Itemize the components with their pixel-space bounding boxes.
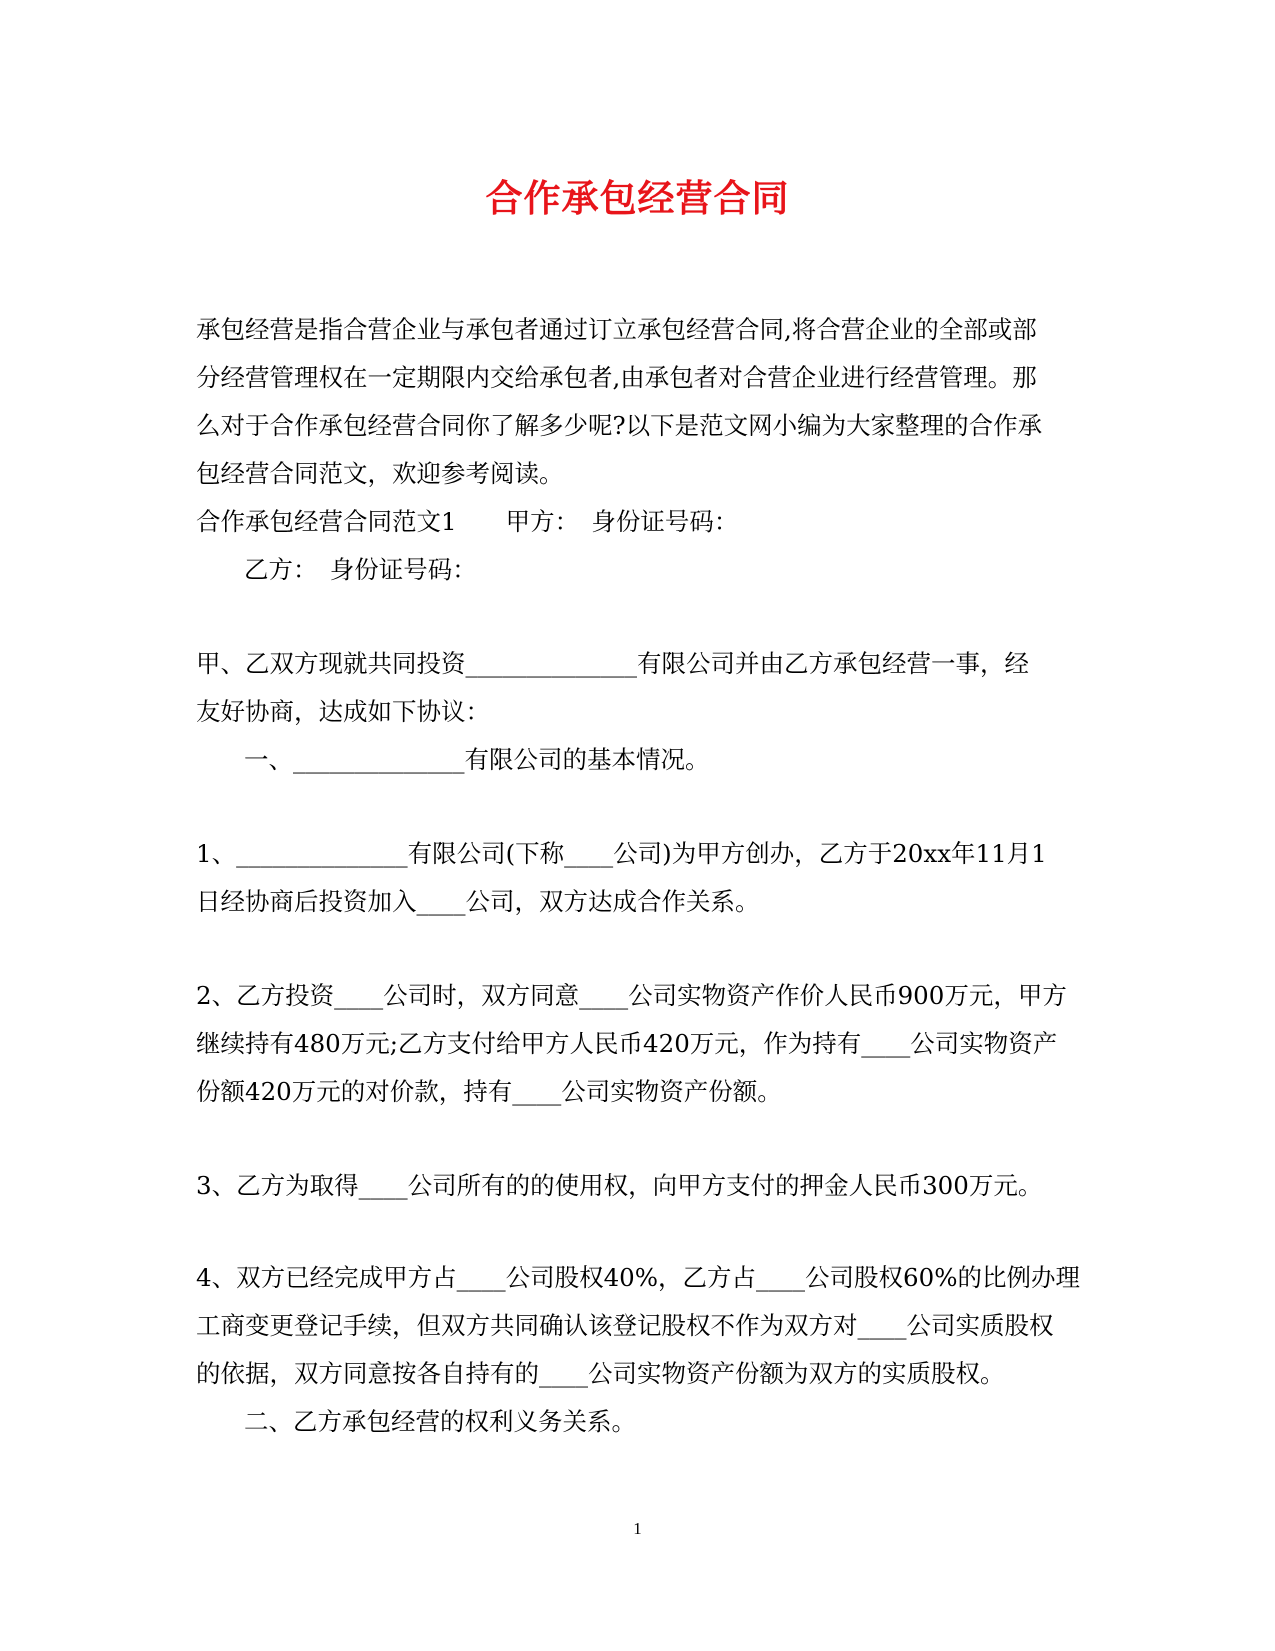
body-line: 的依据，双方同意按各自持有的____公司实物资产份额为双方的实质股权。 xyxy=(196,1359,1005,1388)
body-line: 工商变更登记手续，但双方共同确认该登记股权不作为双方对____公司实质股权 xyxy=(196,1311,1054,1340)
body-line: 1、______________有限公司(下称____公司)为甲方创办，乙方于20xx年11月1 xyxy=(196,839,1047,868)
body-line: 包经营合同范文，欢迎参考阅读。 xyxy=(196,459,564,488)
body-line: 日经协商后投资加入____公司，双方达成合作关系。 xyxy=(196,887,760,916)
body-line: 么对于合作承包经营合同你了解多少呢?以下是范文网小编为大家整理的合作承 xyxy=(196,411,1043,440)
section-heading: 一、______________有限公司的基本情况。 xyxy=(244,745,710,774)
document-title: 合作承包经营合同 xyxy=(485,176,790,220)
body-line: 3、乙方为取得____公司所有的的使用权，向甲方支付的押金人民币300万元。 xyxy=(196,1171,1043,1200)
body-line: 甲、乙双方现就共同投资______________有限公司并由乙方承包经营一事，经 xyxy=(196,649,1029,678)
body-line: 乙方： 身份证号码： xyxy=(244,555,477,584)
body-line: 合作承包经营合同范文1 甲方： 身份证号码： xyxy=(196,507,739,536)
body-line: 份额420万元的对价款，持有____公司实物资产份额。 xyxy=(196,1077,782,1106)
body-line: 友好协商，达成如下协议： xyxy=(196,697,490,726)
body-line: 承包经营是指合营企业与承包者通过订立承包经营合同,将合营企业的全部或部 xyxy=(196,315,1037,344)
page-number: 1 xyxy=(633,1519,642,1538)
body-line: 继续持有480万元;乙方支付给甲方人民币420万元，作为持有____公司实物资产 xyxy=(196,1029,1058,1058)
section-heading: 二、乙方承包经营的权利义务关系。 xyxy=(244,1407,636,1436)
body-line: 2、乙方投资____公司时，双方同意____公司实物资产作价人民币900万元，甲方 xyxy=(196,981,1067,1010)
body-line: 分经营管理权在一定期限内交给承包者,由承包者对合营企业进行经营管理。那 xyxy=(196,363,1037,392)
body-line: 4、双方已经完成甲方占____公司股权40%，乙方占____公司股权60%的比例办理 xyxy=(196,1263,1080,1292)
